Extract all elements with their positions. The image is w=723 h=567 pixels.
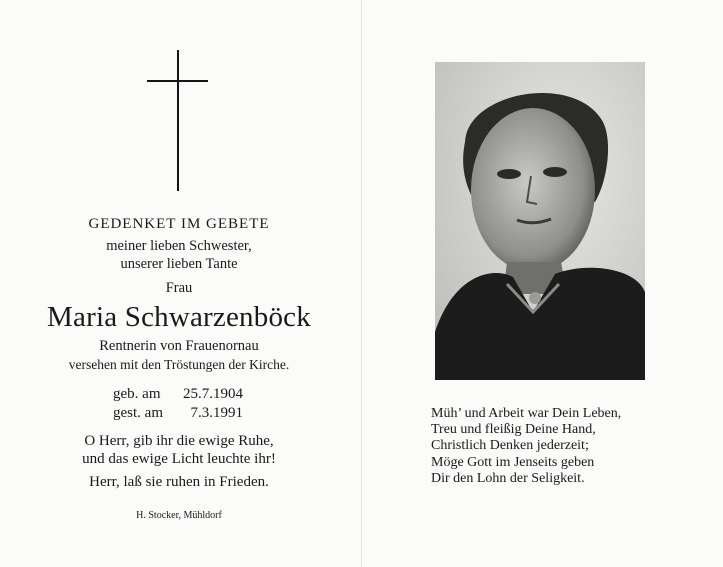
poem-line: Treu und fleißig Deine Hand, [431, 422, 596, 438]
poem [431, 406, 621, 487]
dates-block [113, 385, 243, 423]
poem-line: Dir den Lohn der Seligkeit. [431, 470, 585, 486]
deceased-name: Maria Schwarzenböck [47, 301, 311, 333]
death-row [113, 404, 243, 423]
printer-credit: H. Stocker, Mühldorf [136, 510, 222, 521]
sacraments-line: versehen mit den Tröstungen der Kirche. [68, 357, 290, 372]
fold-line [361, 0, 362, 567]
prayer-line-1: O Herr, gib ihr die ewige Ruhe, [84, 433, 274, 449]
poem-line: Möge Gott im Jenseits geben [431, 454, 595, 470]
portrait-illustration [435, 62, 645, 380]
death-label: gest. am [113, 405, 163, 421]
poem-line: Christlich Denken jederzeit; [431, 438, 589, 454]
birth-date: 25.7.1904 [183, 386, 243, 402]
heading: GEDENKET IM GEBETE [88, 216, 270, 232]
birth-row [113, 385, 243, 404]
portrait-photo [435, 62, 645, 380]
prayer-line-2: und das ewige Licht leuchte ihr! [82, 451, 276, 467]
dedication-line-2: unserer lieben Tante [120, 256, 238, 272]
death-date: 7.3.1991 [190, 405, 243, 421]
title: Frau [165, 280, 193, 296]
occupation: Rentnerin von Frauenornau [99, 338, 259, 354]
cross-icon [177, 50, 179, 191]
cross-icon-bar [147, 80, 208, 82]
prayer-line-3: Herr, laß sie ruhen in Frieden. [89, 474, 269, 490]
birth-label: geb. am [113, 386, 161, 402]
poem-line: Müh’ und Arbeit war Dein Leben, [431, 406, 622, 421]
dedication-line-1: meiner lieben Schwester, [106, 238, 252, 254]
